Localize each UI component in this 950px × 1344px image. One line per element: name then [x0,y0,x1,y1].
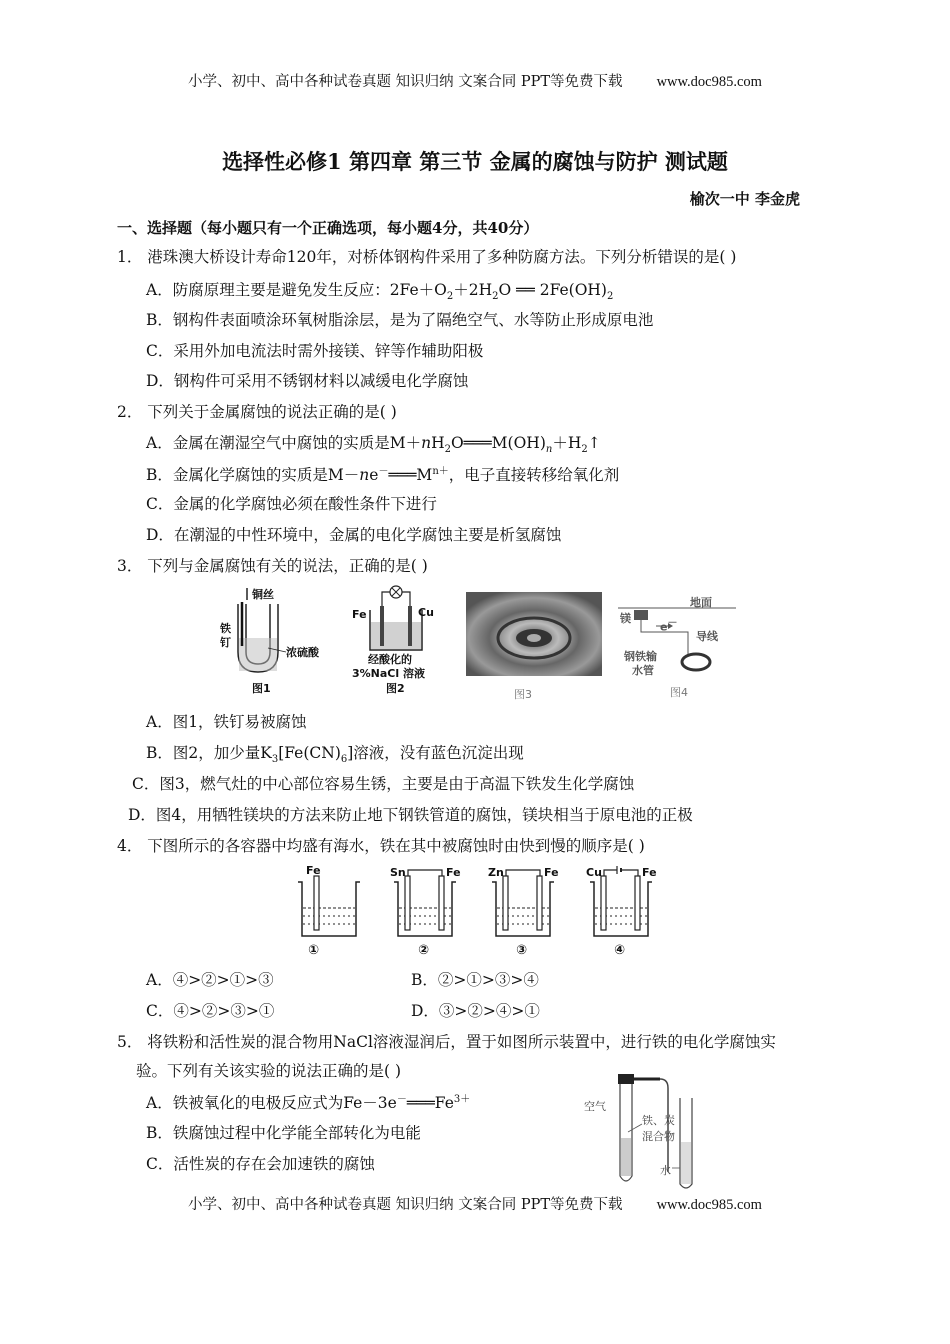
q3-fig1-nail-label-1: 铁 [220,622,231,635]
q3-figure-4 [618,594,736,699]
q5-option-c: C．活性炭的存在会加速铁的腐蚀 [146,1155,375,1173]
header-banner [0,70,950,91]
q2-option-a: A．金属在潮湿空气中腐蚀的实质是$M+nH_2O═══M(OH)_n+H_2↑$ [146,434,601,456]
q3-fig4-electron-label: e－ [660,618,678,634]
q3-option-b: B．图2，加少量$K_3[Fe(CN)_6]$溶液，没有蓝色沉淀出现 [146,744,524,766]
q3-fig4-caption: 图4 [670,686,688,699]
q3-figure-3 [466,592,602,701]
q4-stem: 4． 下图所示的各容器中均盛有海水，铁在其中被腐蚀时由快到慢的顺序是( ) [117,837,645,855]
footer-banner-url[interactable]: www.doc985.com [656,1197,762,1213]
q3-option-c: C．图3，燃气灶的中心部位容易生锈，主要是由于高温下铁发生化学腐蚀 [132,775,635,793]
q3-stem: 3． 下列与金属腐蚀有关的说法，正确的是( ) [117,557,428,575]
q3-option-d: D．图4，用牺牲镁块的方法来防止地下钢铁管道的腐蚀，镁块相当于原电池的正极 [128,806,693,824]
q5-option-a: A．铁被氧化的电极反应式为$Fe-3e^-═══Fe^{3+}$ [146,1094,471,1113]
q3-figure-2 [352,584,452,698]
q4-beaker-3: Zn Fe ③ [488,866,559,958]
q2-option-c: C．金属的化学腐蚀必须在酸性条件下进行 [146,495,437,513]
q2-option-b: B．金属化学腐蚀的实质是$M-ne^-═══M^{n+}$，电子直接转移给氧化剂 [146,466,620,485]
q3-fig1-wire-label: 铜丝 [252,588,274,601]
q5-apparatus-figure [580,1072,720,1192]
q1-stem: 1． 港珠澳大桥设计寿命120年，对桥体钢构件采用了多种防腐方法。下列分析错误的是( ) [117,248,737,266]
q5-stem-line-1: 5． 将铁粉和活性炭的混合物用NaCl溶液湿润后，置于如图所示装置中，进行铁的电化学腐蚀实 [117,1033,776,1051]
q5-option-b: B．铁腐蚀过程中化学能全部转化为电能 [146,1124,421,1142]
q2-stem: 2． 下列关于金属腐蚀的说法正确的是( ) [117,403,397,421]
q3-fig1-acid-label: 浓硫酸 [286,646,319,659]
q3-fig3-caption: 图3 [514,688,532,701]
q3-fig4-ground-label: 地面 [690,596,712,609]
footer-banner-text: 小学、初中、高中各种试卷真题 知识归纳 文案合同 PPT等免费下载 [188,1197,623,1213]
q3-fig2-caption: 图2 [386,682,405,695]
q3-fig1-nail-label-2: 钉 [220,636,231,649]
q3-fig4-pipe-label-2: 水管 [632,664,654,677]
q3-option-a: A．图1，铁钉易被腐蚀 [146,713,307,731]
q3-fig2-fe-label: Fe [352,608,367,621]
author: 榆次一中 李金虎 [689,190,800,208]
q1-option-d: D．钢构件可采用不锈钢材料以减缓电化学腐蚀 [146,372,469,390]
q1-option-b: B．钢构件表面喷涂环氧树脂涂层，是为了隔绝空气、水等防止形成原电池 [146,311,654,329]
q4-beaker-1: Fe ① [294,864,364,960]
q5-air-label: 空气 [584,1100,606,1113]
q4-beaker-4: Cu Fe ④ [586,866,657,958]
q4-option-a: A．④>②>①>③ [146,971,274,989]
q3-fig4-pipe-label-1: 钢铁输 [624,650,657,663]
banner-text: 小学、初中、高中各种试卷真题 知识归纳 文案合同 PPT等免费下载 [188,74,623,90]
q3-fig1-caption: 图1 [252,682,271,695]
q2-option-d: D．在潮湿的中性环境中，金属的电化学腐蚀主要是析氢腐蚀 [146,526,562,544]
q4-option-b: B．②>①>③>④ [411,971,539,989]
q3-fig4-wire-label: 导线 [696,630,718,643]
q5-mixture-label-2: 混合物 [642,1130,675,1143]
q4-beakers-figure [294,864,656,960]
q4-option-c: C．④>②>③>① [146,1002,275,1020]
q3-fig2-solution-label-1: 经酸化的 [368,653,412,666]
q5-water-label: 水 [660,1164,671,1177]
q4-beaker-2: Sn Fe ② [390,866,461,958]
q3-fig2-cu-label: Cu [418,606,434,619]
q5-stem-line-2: 验。下列有关该实验的说法正确的是( ) [136,1062,402,1080]
q3-figure-1 [216,586,336,698]
q1-option-c: C．采用外加电流法时需外接镁、锌等作辅助阳极 [146,342,484,360]
section-heading: 一、选择题（每小题只有一个正确选项，每小题4分，共40分） [117,219,539,237]
q5-mixture-label-1: 铁、炭 [642,1114,675,1127]
banner-url[interactable]: www.doc985.com [656,74,762,90]
q4-option-d: D．③>②>④>① [411,1002,540,1020]
q3-fig2-solution-label-2: 3%NaCl 溶液 [352,667,425,680]
q3-fig4-mg-label: 镁 [620,612,631,625]
footer-banner [0,1193,950,1214]
page-title: 选择性必修1 第四章 第三节 金属的腐蚀与防护 测试题 [222,149,728,174]
q1-option-a: A．防腐原理主要是避免发生反应：$2Fe+O_2+2H_2O$ ══ $2Fe(OH)_2$ [146,281,614,303]
